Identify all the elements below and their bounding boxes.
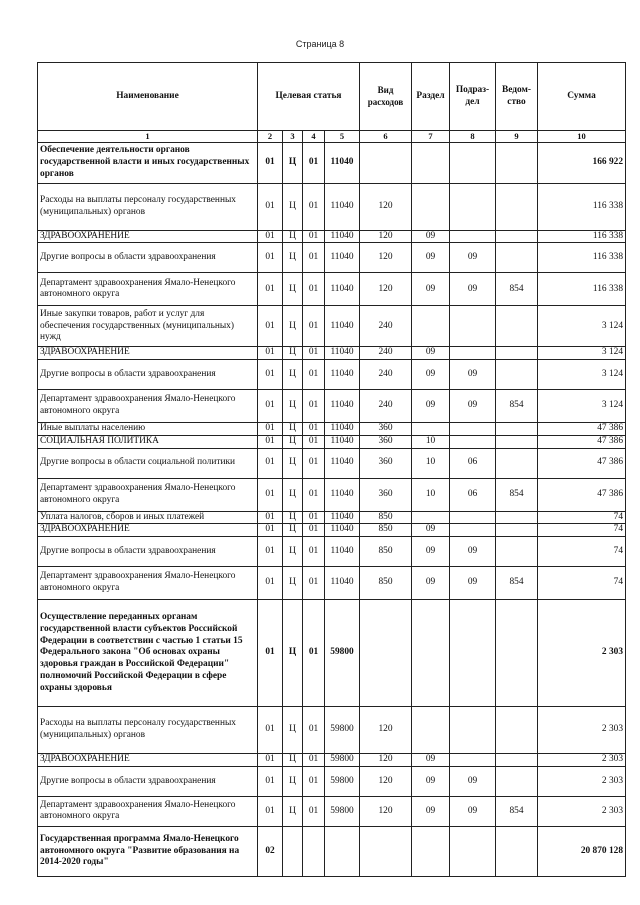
row-code-c5	[325, 826, 360, 876]
row-code-c4: 01	[303, 273, 325, 306]
row-code-c5: 11040	[325, 347, 360, 360]
row-name: Департамент здравоохранения Ямало-Ненецкого автономного округа	[38, 567, 258, 600]
row-code-c5: 11040	[325, 142, 360, 183]
table-row	[38, 347, 626, 360]
row-code-c9	[496, 707, 538, 754]
row-sum: 2 303	[538, 600, 626, 707]
row-name: Другие вопросы в области здравоохранения	[38, 537, 258, 567]
row-code-c4: 01	[303, 524, 325, 537]
row-code-c7	[412, 423, 450, 436]
row-sum: 2 303	[538, 766, 626, 796]
row-code-c8	[450, 600, 496, 707]
row-code-c5: 59800	[325, 707, 360, 754]
row-code-c3	[283, 826, 303, 876]
row-code-c5: 11040	[325, 448, 360, 478]
row-name: Департамент здравоохранения Ямало-Ненецкого автономного округа	[38, 796, 258, 826]
row-code-c9	[496, 524, 538, 537]
row-name: ЗДРАВООХРАНЕНИЕ	[38, 347, 258, 360]
row-code-c7: 09	[412, 754, 450, 767]
row-name: Департамент здравоохранения Ямало-Ненецкого автономного округа	[38, 478, 258, 511]
row-code-c7: 09	[412, 360, 450, 390]
row-sum: 166 922	[538, 142, 626, 183]
column-number-row	[38, 131, 626, 143]
row-code-c6	[360, 826, 412, 876]
row-code-c3: Ц	[283, 306, 303, 347]
row-code-c4: 01	[303, 423, 325, 436]
row-code-c9	[496, 448, 538, 478]
row-code-c5: 59800	[325, 754, 360, 767]
row-code-c7: 09	[412, 796, 450, 826]
row-code-c2: 01	[258, 754, 283, 767]
header-department: Ведом-ство	[496, 63, 538, 131]
row-code-c3: Ц	[283, 478, 303, 511]
row-name: Расходы на выплаты персоналу государственных (муниципальных) органов	[38, 183, 258, 230]
row-code-c8: 09	[450, 766, 496, 796]
row-code-c4: 01	[303, 537, 325, 567]
row-code-c9	[496, 183, 538, 230]
row-code-c8: 06	[450, 448, 496, 478]
row-name: СОЦИАЛЬНАЯ ПОЛИТИКА	[38, 435, 258, 448]
column-number-cell: 8	[450, 131, 496, 143]
row-code-c5: 59800	[325, 600, 360, 707]
row-code-c4: 01	[303, 567, 325, 600]
row-code-c7	[412, 183, 450, 230]
row-code-c7	[412, 600, 450, 707]
row-code-c7: 09	[412, 243, 450, 273]
row-code-c5: 11040	[325, 435, 360, 448]
row-code-c9	[496, 826, 538, 876]
row-sum: 2 303	[538, 754, 626, 767]
row-sum: 74	[538, 511, 626, 524]
row-code-c6: 240	[360, 390, 412, 423]
row-code-c3: Ц	[283, 183, 303, 230]
row-name: Департамент здравоохранения Ямало-Ненецкого автономного округа	[38, 273, 258, 306]
row-code-c8	[450, 142, 496, 183]
table-row	[38, 142, 626, 183]
column-number-cell: 4	[303, 131, 325, 143]
table-row	[38, 567, 626, 600]
row-code-c9: 854	[496, 273, 538, 306]
row-code-c2: 01	[258, 511, 283, 524]
row-sum: 116 338	[538, 183, 626, 230]
row-code-c7	[412, 707, 450, 754]
row-name: ЗДРАВООХРАНЕНИЕ	[38, 754, 258, 767]
table-row	[38, 273, 626, 306]
row-sum: 74	[538, 537, 626, 567]
row-code-c8: 09	[450, 243, 496, 273]
row-code-c3: Ц	[283, 524, 303, 537]
row-code-c7: 09	[412, 567, 450, 600]
row-code-c2: 01	[258, 243, 283, 273]
row-code-c6: 850	[360, 511, 412, 524]
row-code-c7: 09	[412, 524, 450, 537]
row-sum: 116 338	[538, 230, 626, 243]
column-number-cell: 9	[496, 131, 538, 143]
row-code-c8	[450, 306, 496, 347]
row-code-c2: 01	[258, 142, 283, 183]
row-sum: 3 124	[538, 390, 626, 423]
row-code-c8: 09	[450, 390, 496, 423]
row-code-c8: 09	[450, 537, 496, 567]
row-name: Другие вопросы в области здравоохранения	[38, 243, 258, 273]
header-subsection: Подраз-дел	[450, 63, 496, 131]
row-code-c6: 120	[360, 766, 412, 796]
row-code-c9	[496, 347, 538, 360]
row-sum: 116 338	[538, 243, 626, 273]
row-code-c5: 11040	[325, 183, 360, 230]
row-code-c5: 11040	[325, 511, 360, 524]
row-code-c4: 01	[303, 360, 325, 390]
row-sum: 3 124	[538, 360, 626, 390]
row-code-c2: 01	[258, 567, 283, 600]
row-code-c4: 01	[303, 448, 325, 478]
row-code-c4: 01	[303, 390, 325, 423]
row-code-c9: 854	[496, 567, 538, 600]
row-code-c2: 01	[258, 423, 283, 436]
table-row	[38, 243, 626, 273]
row-sum: 3 124	[538, 347, 626, 360]
row-code-c6: 850	[360, 524, 412, 537]
table-row	[38, 306, 626, 347]
row-name: Уплата налогов, сборов и иных платежей	[38, 511, 258, 524]
row-code-c2: 01	[258, 600, 283, 707]
row-code-c3: Ц	[283, 230, 303, 243]
row-code-c5: 11040	[325, 230, 360, 243]
row-code-c6: 360	[360, 423, 412, 436]
row-sum: 116 338	[538, 273, 626, 306]
row-code-c6: 850	[360, 567, 412, 600]
row-code-c3: Ц	[283, 600, 303, 707]
row-sum: 74	[538, 524, 626, 537]
row-code-c6	[360, 600, 412, 707]
row-code-c7: 09	[412, 347, 450, 360]
row-code-c6: 120	[360, 796, 412, 826]
row-code-c6: 360	[360, 448, 412, 478]
row-code-c2: 01	[258, 347, 283, 360]
header-sum: Сумма	[538, 63, 626, 131]
table-row	[38, 390, 626, 423]
row-code-c7: 09	[412, 390, 450, 423]
row-code-c3: Ц	[283, 754, 303, 767]
row-code-c3: Ц	[283, 448, 303, 478]
row-code-c2: 01	[258, 360, 283, 390]
column-number-cell: 1	[38, 131, 258, 143]
row-code-c2: 01	[258, 796, 283, 826]
row-code-c6: 120	[360, 230, 412, 243]
row-code-c7: 09	[412, 537, 450, 567]
row-code-c6: 120	[360, 243, 412, 273]
row-code-c5: 11040	[325, 524, 360, 537]
row-code-c3: Ц	[283, 273, 303, 306]
row-code-c3: Ц	[283, 142, 303, 183]
table-row	[38, 435, 626, 448]
row-code-c4: 01	[303, 600, 325, 707]
row-code-c8	[450, 754, 496, 767]
row-code-c4: 01	[303, 796, 325, 826]
row-code-c8	[450, 707, 496, 754]
table-row	[38, 600, 626, 707]
row-sum: 47 386	[538, 435, 626, 448]
table-row	[38, 766, 626, 796]
row-code-c9	[496, 306, 538, 347]
row-code-c9: 854	[496, 796, 538, 826]
row-code-c7: 09	[412, 273, 450, 306]
row-name: Расходы на выплаты персоналу государственных (муниципальных) органов	[38, 707, 258, 754]
row-code-c4: 01	[303, 183, 325, 230]
column-number-cell: 5	[325, 131, 360, 143]
row-code-c5: 11040	[325, 273, 360, 306]
row-code-c3: Ц	[283, 511, 303, 524]
row-code-c7: 09	[412, 766, 450, 796]
row-code-c2: 01	[258, 183, 283, 230]
row-code-c2: 01	[258, 230, 283, 243]
row-code-c4: 01	[303, 478, 325, 511]
row-code-c2: 01	[258, 478, 283, 511]
row-code-c8	[450, 524, 496, 537]
row-code-c8	[450, 347, 496, 360]
row-code-c6: 120	[360, 183, 412, 230]
row-code-c5: 11040	[325, 306, 360, 347]
row-code-c6: 120	[360, 273, 412, 306]
row-code-c4: 01	[303, 754, 325, 767]
row-code-c9	[496, 537, 538, 567]
column-number-cell: 3	[283, 131, 303, 143]
row-name: Департамент здравоохранения Ямало-Ненецкого автономного округа	[38, 390, 258, 423]
row-code-c6: 120	[360, 707, 412, 754]
row-code-c5: 11040	[325, 537, 360, 567]
row-name: Другие вопросы в области здравоохранения	[38, 360, 258, 390]
row-name: Другие вопросы в области социальной политики	[38, 448, 258, 478]
column-number-cell: 10	[538, 131, 626, 143]
row-code-c6: 360	[360, 435, 412, 448]
row-code-c5: 11040	[325, 390, 360, 423]
row-code-c5: 11040	[325, 243, 360, 273]
header-row	[38, 63, 626, 131]
row-code-c5: 59800	[325, 766, 360, 796]
row-code-c4: 01	[303, 511, 325, 524]
row-code-c4: 01	[303, 766, 325, 796]
row-sum: 47 386	[538, 423, 626, 436]
row-code-c2: 01	[258, 306, 283, 347]
row-code-c8: 09	[450, 273, 496, 306]
row-code-c3: Ц	[283, 766, 303, 796]
header-section: Раздел	[412, 63, 450, 131]
row-name: ЗДРАВООХРАНЕНИЕ	[38, 524, 258, 537]
budget-table	[37, 62, 626, 877]
row-sum: 20 870 128	[538, 826, 626, 876]
row-code-c2: 01	[258, 766, 283, 796]
row-sum: 47 386	[538, 478, 626, 511]
row-code-c9	[496, 360, 538, 390]
row-code-c6: 240	[360, 306, 412, 347]
row-code-c8	[450, 230, 496, 243]
row-code-c5: 11040	[325, 423, 360, 436]
row-code-c8: 09	[450, 796, 496, 826]
row-code-c6: 240	[360, 347, 412, 360]
row-code-c3: Ц	[283, 347, 303, 360]
column-number-cell: 7	[412, 131, 450, 143]
row-code-c2: 01	[258, 707, 283, 754]
row-code-c3: Ц	[283, 435, 303, 448]
row-code-c4: 01	[303, 142, 325, 183]
row-name: Иные закупки товаров, работ и услуг для обеспечения государственных (муниципальных) нужд	[38, 306, 258, 347]
row-code-c2: 01	[258, 390, 283, 423]
row-code-c3: Ц	[283, 537, 303, 567]
row-code-c6: 850	[360, 537, 412, 567]
row-code-c3: Ц	[283, 707, 303, 754]
row-sum: 47 386	[538, 448, 626, 478]
row-code-c9: 854	[496, 478, 538, 511]
row-code-c8: 09	[450, 360, 496, 390]
row-name: Другие вопросы в области здравоохранения	[38, 766, 258, 796]
table-row	[38, 183, 626, 230]
row-code-c5: 59800	[325, 796, 360, 826]
row-name: Государственная программа Ямало-Ненецкого автономного округа "Развитие образования на 2014-2020 годы"	[38, 826, 258, 876]
row-code-c2: 01	[258, 435, 283, 448]
row-code-c2: 01	[258, 537, 283, 567]
table-row	[38, 754, 626, 767]
row-code-c9	[496, 243, 538, 273]
row-code-c2: 01	[258, 524, 283, 537]
row-code-c7: 10	[412, 478, 450, 511]
row-name: Обеспечение деятельности органов государственной власти и иных государственных органов	[38, 142, 258, 183]
table-body	[38, 142, 626, 876]
row-code-c5: 11040	[325, 567, 360, 600]
row-code-c3: Ц	[283, 796, 303, 826]
row-sum: 3 124	[538, 306, 626, 347]
row-code-c9	[496, 600, 538, 707]
table-row	[38, 826, 626, 876]
row-code-c3: Ц	[283, 360, 303, 390]
row-code-c8: 06	[450, 478, 496, 511]
header-name: Наименование	[38, 63, 258, 131]
table-row	[38, 360, 626, 390]
page-number: Страница 8	[295, 39, 345, 49]
header-expense-type: Вид расходов	[360, 63, 412, 131]
row-code-c8	[450, 826, 496, 876]
row-code-c9: 854	[496, 390, 538, 423]
row-sum: 2 303	[538, 707, 626, 754]
table-row	[38, 478, 626, 511]
row-code-c6	[360, 142, 412, 183]
row-code-c3: Ц	[283, 423, 303, 436]
row-name: Иные выплаты населению	[38, 423, 258, 436]
table-row	[38, 524, 626, 537]
table-row	[38, 511, 626, 524]
row-sum: 2 303	[538, 796, 626, 826]
row-code-c7	[412, 306, 450, 347]
row-code-c9	[496, 230, 538, 243]
table-row	[38, 537, 626, 567]
column-number-cell: 2	[258, 131, 283, 143]
row-code-c5: 11040	[325, 360, 360, 390]
row-code-c2: 02	[258, 826, 283, 876]
row-code-c4: 01	[303, 230, 325, 243]
row-code-c3: Ц	[283, 567, 303, 600]
header-target-article: Целевая статья	[258, 63, 360, 131]
table-row	[38, 707, 626, 754]
row-code-c7: 09	[412, 230, 450, 243]
row-code-c9	[496, 435, 538, 448]
row-code-c7	[412, 511, 450, 524]
table-row	[38, 230, 626, 243]
row-sum: 74	[538, 567, 626, 600]
row-code-c8	[450, 183, 496, 230]
row-code-c4: 01	[303, 435, 325, 448]
table-row	[38, 423, 626, 436]
row-code-c2: 01	[258, 273, 283, 306]
row-code-c9	[496, 766, 538, 796]
row-code-c7: 10	[412, 435, 450, 448]
row-code-c8	[450, 423, 496, 436]
row-code-c4	[303, 826, 325, 876]
row-code-c7	[412, 142, 450, 183]
row-code-c9	[496, 511, 538, 524]
row-code-c8	[450, 511, 496, 524]
row-code-c6: 240	[360, 360, 412, 390]
table-row	[38, 796, 626, 826]
column-number-cell: 6	[360, 131, 412, 143]
row-code-c3: Ц	[283, 390, 303, 423]
row-code-c4: 01	[303, 347, 325, 360]
row-code-c3: Ц	[283, 243, 303, 273]
row-code-c6: 120	[360, 754, 412, 767]
row-code-c7: 10	[412, 448, 450, 478]
row-name: Осуществление переданных органам государственной власти субъектов Российской Федерации в соответствии с частью 1 статьи 15 Федерального закона "Об основах охраны здоровья граждан в Российской Федерации" полномочий Российской Федерации в сфере охраны здоровья	[38, 600, 258, 707]
row-code-c6: 360	[360, 478, 412, 511]
row-code-c4: 01	[303, 306, 325, 347]
row-name: ЗДРАВООХРАНЕНИЕ	[38, 230, 258, 243]
row-code-c9	[496, 754, 538, 767]
row-code-c7	[412, 826, 450, 876]
table-row	[38, 448, 626, 478]
row-code-c2: 01	[258, 448, 283, 478]
row-code-c8: 09	[450, 567, 496, 600]
row-code-c8	[450, 435, 496, 448]
row-code-c4: 01	[303, 243, 325, 273]
row-code-c9	[496, 142, 538, 183]
row-code-c5: 11040	[325, 478, 360, 511]
row-code-c4: 01	[303, 707, 325, 754]
row-code-c9	[496, 423, 538, 436]
